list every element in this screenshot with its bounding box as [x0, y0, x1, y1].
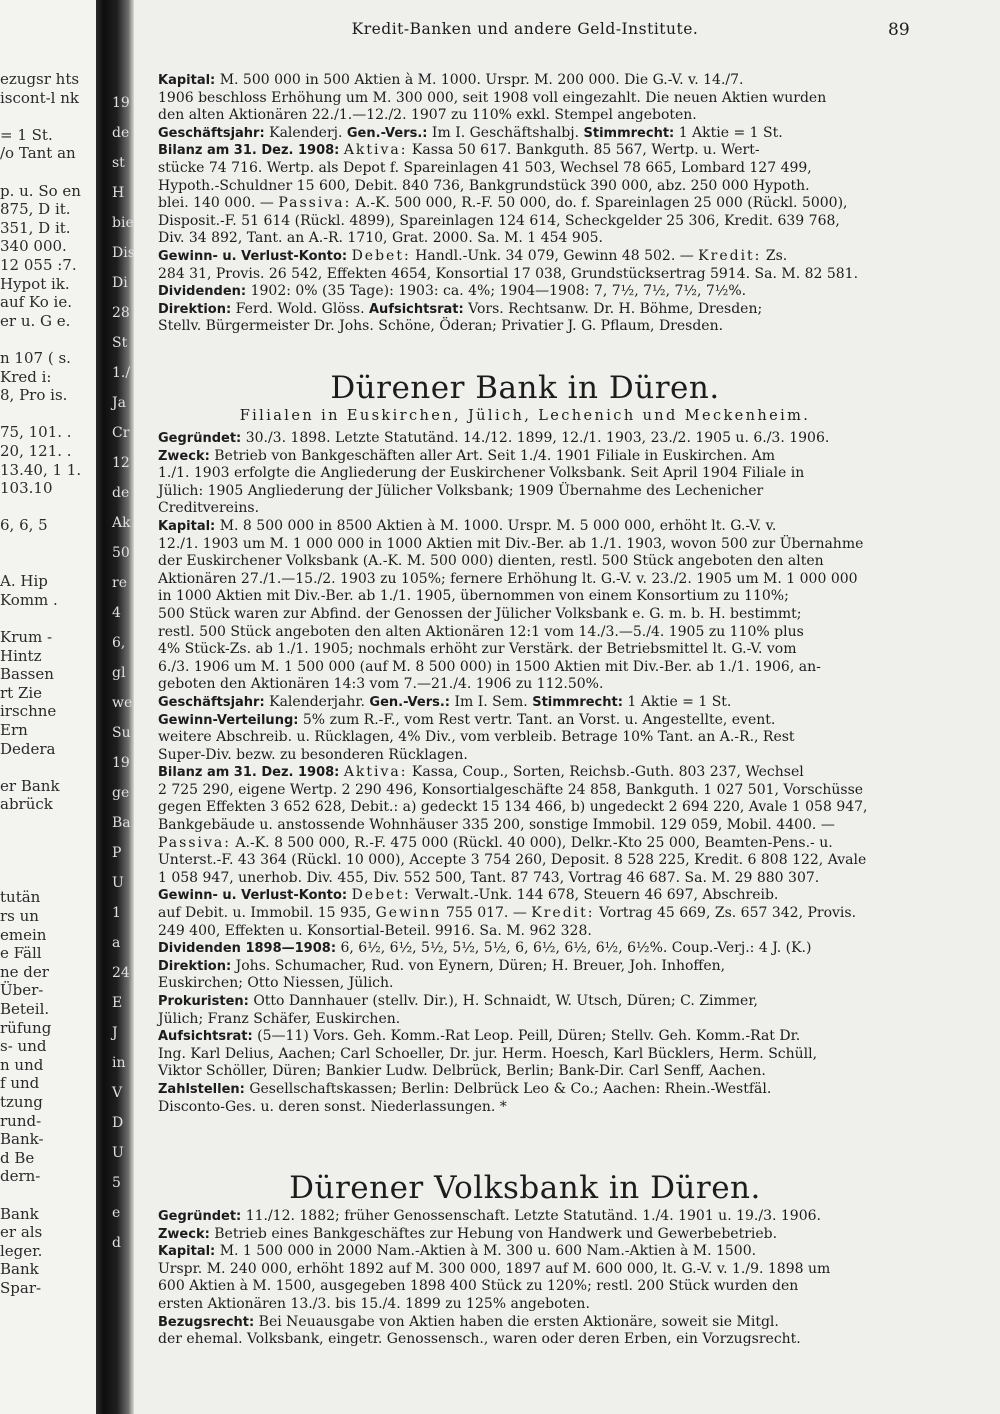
- text-line: Direktion: Johs. Schumacher, Rud. von Eynern, Düren; H. Breuer, Joh. Inhoffen,: [158, 957, 726, 974]
- section-duerener-volksbank: [158, 1208, 908, 1349]
- facing-page-text: Bank: [0, 1204, 39, 1223]
- gutter-text: Dis: [112, 245, 135, 261]
- text-line: 1 058 947, unerhob. Div. 455, Div. 552 500, Tant. 87 743, Vortrag 46 687. Sa. M. 29 880 307.: [158, 869, 820, 886]
- facing-page-text: tzung: [0, 1093, 43, 1111]
- gutter-text: Ja: [112, 395, 126, 411]
- gutter-text: J: [112, 1025, 118, 1041]
- facing-page-text: 13.40, 1 1.: [0, 460, 82, 479]
- facing-page-text: abrück: [0, 795, 53, 814]
- text-line: Aufsichtsrat: (5—11) Vors. Geh. Komm.-Rat Leop. Peill, Düren; Stellv. Geh. Komm.-Rat Dr.: [158, 1028, 801, 1045]
- text-line: Kapital: M. 500 000 in 500 Aktien à M. 1000. Urspr. M. 200 000. Die G.-V. v. 14./7.: [158, 72, 744, 88]
- facing-page-text: rüfung: [0, 1018, 52, 1037]
- gutter-text: P: [112, 845, 122, 861]
- text-line: Bankgebäude u. anstossende Wohnhäuser 335 200, sonstige Immobil. 129 059, Mobil. 4400. —: [158, 817, 835, 834]
- facing-page-text: n 107 ( s.: [0, 349, 71, 367]
- gutter-text: ge: [112, 785, 130, 801]
- facing-page-text: ne der: [0, 962, 49, 981]
- gutter-text: re: [112, 575, 127, 591]
- text-line: auf Debit. u. Immobil. 15 935, Gewinn 755 017. — Kredit: Vortrag 45 669, Zs. 657 342, Provis.: [158, 905, 857, 922]
- facing-page-text: 20, 121. .: [0, 442, 72, 460]
- text-line: 1./1. 1903 erfolgte die Angliederung der Euskirchener Volksbank. Seit April 1904 Filiale in: [158, 465, 805, 482]
- facing-page-text: e Fäll: [0, 944, 42, 963]
- gutter-text: 50: [112, 545, 130, 561]
- gutter-text: 28: [112, 305, 130, 321]
- facing-page-text: er u. G e.: [0, 311, 71, 330]
- text-line: 12./1. 1903 um M. 1 000 000 in 1000 Aktien mit Div.-Ber. ab 1./1. 1903, wovon 500 zur Übernahme: [158, 535, 864, 552]
- facing-page-text: emein: [0, 925, 47, 944]
- gutter-text: 24: [112, 965, 130, 981]
- gutter-text: D: [112, 1115, 124, 1131]
- text-line: Div. 34 892, Tant. an A.-R. 1710, Grat. 2000. Sa. M. 1 454 905.: [158, 230, 604, 247]
- text-line: Kapital: M. 1 500 000 in 2000 Nam.-Aktien à M. 300 u. 600 Nam.-Aktien à M. 1500.: [158, 1243, 757, 1260]
- text-line: Unterst.-F. 43 364 (Rückl. 10 000), Accepte 3 754 260, Deposit. 8 528 225, Kredit. 6 808 122, Avale: [158, 852, 867, 869]
- facing-page-text: Bank-: [0, 1130, 44, 1149]
- gutter-text: 19: [112, 95, 130, 111]
- text-line: Dividenden 1898—1908: 6, 6½, 6½, 5½, 5½, 5½, 6, 6½, 6½, 6½, 6½%. Coup.-Verj.: 4 J. (K.): [158, 940, 812, 957]
- text-line: Zahlstellen: Gesellschaftskassen; Berlin: Delbrück Leo & Co.; Aachen: Rhein.-Westfäl.: [158, 1080, 772, 1097]
- facing-page-text: rund-: [0, 1111, 42, 1130]
- text-line: ersten Aktionären 13./3. bis 15./4. 1899 zu 125% angeboten.: [158, 1295, 590, 1312]
- text-line: Viktor Schöller, Düren; Bankier Ludw. Delbrück, Berlin; Bank-Dir. Carl Senff, Aachen.: [158, 1063, 766, 1080]
- facing-page-text: ezugsr hts: [0, 70, 80, 88]
- gutter-text: 4: [112, 605, 121, 621]
- facing-page-text: rt Zie: [0, 683, 43, 702]
- text-line: Zweck: Betrieb eines Bankgeschäftes zur Hebung von Handwerk und Gewerbebetrieb.: [158, 1225, 778, 1242]
- gutter-text: de: [112, 485, 130, 501]
- gutter-text: e: [112, 1205, 121, 1221]
- text-line: den alten Aktionären 22./1.—12./2. 1907 zu 110% exkl. Stempel angeboten.: [158, 107, 697, 124]
- facing-page-text: 8, Pro is.: [0, 386, 68, 405]
- gutter-text: Su: [112, 725, 131, 741]
- text-line: 249 400, Effekten u. Konsortial-Beteil. 9916. Sa. M. 962 328.: [158, 922, 592, 939]
- text-line: Direktion: Ferd. Wold. Glöss. Aufsichtsrat: Vors. Rechtsanw. Dr. H. Böhme, Dresden;: [158, 300, 763, 317]
- text-line: der Euskirchener Volksbank (A.-K. M. 500 000) dienten, restl. 500 Stück angeboten den alten: [158, 553, 824, 570]
- text-line: 6./3. 1906 um M. 1 500 000 (auf M. 8 500 000) in 1500 Aktien mit Div.-Ber. ab 1./1. 1906, an-: [158, 658, 821, 675]
- text-line: Kapital: M. 8 500 000 in 8500 Aktien à M. 1000. Urspr. M. 5 000 000, erhöht lt. G.-V. v.: [158, 517, 777, 534]
- facing-page-text: rs un: [0, 907, 39, 925]
- text-line: 500 Stück waren zur Abfind. der Genossen der Jülicher Volksbank e. G. m. b. H. bestimmt;: [158, 605, 802, 622]
- gutter-text: 1: [112, 905, 121, 921]
- text-line: Hypoth.-Schuldner 15 600, Debit. 840 736, Bankgrundstück 390 000, abz. 250 000 Hypoth.: [158, 177, 810, 194]
- text-line: Bezugsrecht: Bei Neuausgabe von Aktien haben die ersten Aktionäre, soweit sie Mitgl.: [158, 1313, 779, 1330]
- gutter-text: H: [112, 185, 125, 201]
- text-line: Passiva: A.-K. 8 500 000, R.-F. 475 000 (Rückl. 40 000), Delkr.-Kto 25 000, Beamten-Pens.- u.: [158, 834, 833, 851]
- gutter-text: 6,: [112, 635, 126, 651]
- text-line: stücke 74 716. Wertp. als Depot f. Spareinlagen 41 503, Wechsel 78 665, Lombard 127 499,: [158, 159, 812, 176]
- section-previous-bank-entry: [158, 72, 908, 336]
- facing-page-text: Krum -: [0, 628, 53, 646]
- facing-page-text: Spar-: [0, 1279, 42, 1297]
- facing-page-text: Beteil.: [0, 1000, 50, 1018]
- text-line: gegen Effekten 3 652 628, Debit.: a) gedeckt 15 134 466, b) ungedeckt 2 694 220, Avale 1 058 947,: [158, 799, 868, 816]
- text-line: Geschäftsjahr: Kalenderjahr. Gen.-Vers.: Im I. Sem. Stimmrecht: 1 Aktie = 1 St.: [158, 693, 732, 710]
- facing-page-text: = 1 St.: [0, 125, 53, 144]
- gutter-text: U: [112, 1145, 124, 1161]
- text-line: 2 725 290, eigene Wertp. 2 290 496, Konsortialgeschäfte 24 858, Bankguth. 1 027 501, Vorschüsse: [158, 781, 864, 798]
- facing-page-text: Über-: [0, 981, 44, 1000]
- facing-page-text: 875, D it.: [0, 200, 71, 219]
- facing-page-text: 340 000.: [0, 237, 67, 256]
- facing-page-text: Hypot ik.: [0, 274, 70, 293]
- text-line: Stellv. Bürgermeister Dr. Johs. Schöne, Öderan; Privatier J. G. Pflaum, Dresden.: [158, 318, 724, 335]
- facing-page-text: leger.: [0, 1241, 43, 1260]
- text-line: Ing. Karl Delius, Aachen; Carl Schoeller, Dr. jur. Herm. Hoesch, Karl Bücklers, Herm. Schüll,: [158, 1045, 818, 1062]
- gutter-text: we: [112, 695, 133, 711]
- facing-page-fragment: [0, 0, 96, 1414]
- facing-page-text: 351, D it.: [0, 218, 71, 237]
- facing-page-text: 75, 101. .: [0, 423, 72, 442]
- gutter-text: d: [112, 1235, 121, 1251]
- section-title-duerener-volksbank: Dürener Volksbank in Düren.: [289, 1170, 761, 1206]
- gutter-text: gl: [112, 665, 126, 681]
- facing-page-text: 12 055 :7.: [0, 256, 77, 274]
- text-line: geboten den Aktionären 14:3 vom 7.—21./4. 1906 zu 112.50%.: [158, 676, 604, 693]
- gutter-text: 1./: [112, 365, 131, 381]
- gutter-text: 12: [112, 455, 130, 471]
- facing-page-text: tutän: [0, 888, 41, 907]
- page: [140, 0, 990, 1414]
- gutter-text: Ba: [112, 815, 131, 831]
- facing-page-text: er als: [0, 1223, 43, 1242]
- facing-page-text: A. Hip: [0, 572, 48, 591]
- facing-page-text: er Bank: [0, 776, 60, 795]
- text-line: Urspr. M. 240 000, erhöht 1892 auf M. 300 000, 1897 auf M. 600 000, lt. G.-V. v. 1./9. 1898 um: [158, 1260, 831, 1277]
- gutter-text: de: [112, 125, 130, 141]
- text-line: Gewinn- u. Verlust-Konto: Debet: Verwalt.-Unk. 144 678, Steuern 46 697, Abschreib.: [158, 887, 779, 904]
- page-number: 89: [888, 20, 910, 40]
- facing-page-text: iscont-l nk: [0, 88, 79, 107]
- text-line: Bilanz am 31. Dez. 1908: Aktiva: Kassa 50 617. Bankguth. 85 567, Wertp. u. Wert-: [158, 142, 760, 159]
- facing-page-text: Ern: [0, 721, 28, 739]
- text-line: Gegründet: 30./3. 1898. Letzte Statutänd. 14./12. 1899, 12./1. 1903, 23./2. 1905 u. 6./3. 1906.: [158, 430, 830, 446]
- facing-page-text: f und: [0, 1074, 40, 1093]
- section-title-duerener-bank: Dürener Bank in Düren.: [330, 370, 720, 406]
- text-line: 600 Aktien à M. 1500, ausgegeben 1898 400 Stück zu 120%; restl. 200 Stück wurden den: [158, 1278, 799, 1295]
- text-line: Euskirchen; Otto Niessen, Jülich.: [158, 975, 394, 992]
- gutter-text: St: [112, 335, 128, 351]
- text-line: Jülich; Franz Schäfer, Euskirchen.: [158, 1010, 401, 1027]
- facing-page-text: d Be: [0, 1148, 35, 1167]
- section-subtitle-filialen: Filialen in Euskirchen, Jülich, Lechenich und Meckenheim.: [239, 408, 811, 424]
- facing-page-text: Bassen: [0, 665, 54, 684]
- text-line: der ehemal. Volksbank, eingetr. Genossensch., waren oder deren Erben, ein Vorzugsrecht.: [158, 1331, 801, 1348]
- facing-page-text: irschne: [0, 702, 57, 721]
- text-line: 1906 beschloss Erhöhung um M. 300 000, seit 1908 voll eingezahlt. Die neuen Aktien wurden: [158, 89, 827, 106]
- text-line: Dividenden: 1902: 0% (35 Tage): 1903: ca. 4%; 1904—1908: 7, 7½, 7½, 7½, 7½%.: [158, 283, 747, 300]
- text-line: blei. 140 000. — Passiva: A.-K. 500 000, R.-F. 50 000, do. f. Spareinlagen 25 000 (Rückl. 5000),: [158, 195, 848, 212]
- text-line: Prokuristen: Otto Dannhauer (stellv. Dir.), H. Schnaidt, W. Utsch, Düren; C. Zimmer,: [158, 993, 758, 1009]
- text-line: restl. 500 Stück angeboten den alten Aktionären 12:1 vom 14./3.—5./4. 1905 zu 110% plus: [158, 623, 804, 640]
- text-line: Disposit.-F. 51 614 (Rückl. 4899), Spareinlagen 124 614, Scheckgelder 25 306, Kredit. 639 768,: [158, 212, 840, 229]
- text-line: Disconto-Ges. u. deren sonst. Niederlassungen. *: [158, 1098, 507, 1115]
- text-line: Bilanz am 31. Dez. 1908: Aktiva: Kassa, Coup., Sorten, Reichsb.-Guth. 803 237, Wechsel: [158, 764, 804, 781]
- gutter-text: 19: [112, 755, 130, 771]
- text-line: Gewinn-Verteilung: 5% zum R.-F., vom Rest vertr. Tant. an Vorst. u. Angestellte, event.: [158, 711, 776, 728]
- facing-page-text: Kred i:: [0, 367, 52, 386]
- gutter-text: Di: [112, 275, 128, 291]
- text-line: Gegründet: 11./12. 1882; früher Genossenschaft. Letzte Statutänd. 1./4. 1901 u. 19./3. 1906.: [158, 1208, 821, 1224]
- facing-page-text: Dedera: [0, 739, 56, 758]
- gutter-text: V: [112, 1085, 123, 1101]
- section-duerener-bank: [158, 430, 908, 1116]
- facing-page-text: dern-: [0, 1167, 41, 1186]
- facing-page-text: n und: [0, 1055, 44, 1074]
- text-line: in 1000 Aktien mit Div.-Ber. ab 1./1. 1905, übernommen von einem Konsortium zu 110%;: [158, 588, 789, 605]
- text-line: Jülich: 1905 Angliederung der Jülicher Volksbank; 1909 Übernahme des Lechenicher: [158, 482, 764, 499]
- text-line: 4% Stück-Zs. ab 1./1. 1905; nochmals erhöht zur Verstärk. der Betriebsmittel lt. G.-V. vom: [158, 641, 797, 658]
- facing-page-text: p. u. So en: [0, 181, 81, 200]
- text-line: Creditvereins.: [158, 500, 260, 517]
- running-title: Kredit-Banken und andere Geld-Institute.: [351, 20, 699, 38]
- gutter-text: Ak: [112, 515, 131, 531]
- facing-page-text: auf Ko ie.: [0, 293, 72, 312]
- text-line: Aktionären 27./1.—15./2. 1903 zu 105%; fernere Erhöhung lt. G.-V. v. 23./2. 1905 um M. 1 000 000: [158, 570, 858, 587]
- text-line: Zweck: Betrieb von Bankgeschäften aller Art. Seit 1./4. 1901 Filiale in Euskirchen. Am: [158, 447, 776, 464]
- gutter-text: in: [112, 1055, 126, 1071]
- text-line: 284 31, Provis. 26 542, Effekten 4654, Konsortial 17 038, Grundstücksertrag 5914. Sa. M. 82 581.: [158, 265, 859, 282]
- gutter-text: st: [112, 155, 125, 171]
- text-line: Geschäftsjahr: Kalenderj. Gen.-Vers.: Im I. Geschäftshalbj. Stimmrecht: 1 Aktie = 1 St.: [158, 124, 783, 141]
- facing-page-text: /o Tant an: [0, 144, 76, 163]
- gutter-text: E: [112, 995, 123, 1011]
- facing-page-text: Hintz: [0, 646, 42, 665]
- gutter-text: U: [112, 875, 124, 891]
- gutter-text: a: [112, 935, 121, 951]
- facing-page-text: Komm .: [0, 590, 58, 609]
- facing-page-text: 103.10: [0, 479, 53, 498]
- facing-page-text: 6, 6, 5: [0, 516, 48, 535]
- text-line: Gewinn- u. Verlust-Konto: Debet: Handl.-Unk. 34 079, Gewinn 48 502. — Kredit: Zs.: [158, 247, 788, 264]
- gutter-text: 5: [112, 1175, 121, 1191]
- text-line: weitere Abschreib. u. Rücklagen, 4% Div., vom verbleib. Betrage 10% Tant. an A.-R., Rest: [158, 729, 795, 746]
- gutter-text: Cr: [112, 425, 130, 441]
- facing-page-text: Bank: [0, 1260, 39, 1279]
- facing-page-text: s- und: [0, 1037, 47, 1056]
- text-line: Super-Div. bezw. zu besonderen Rücklagen.: [158, 746, 468, 763]
- gutter-text: bie: [112, 215, 134, 231]
